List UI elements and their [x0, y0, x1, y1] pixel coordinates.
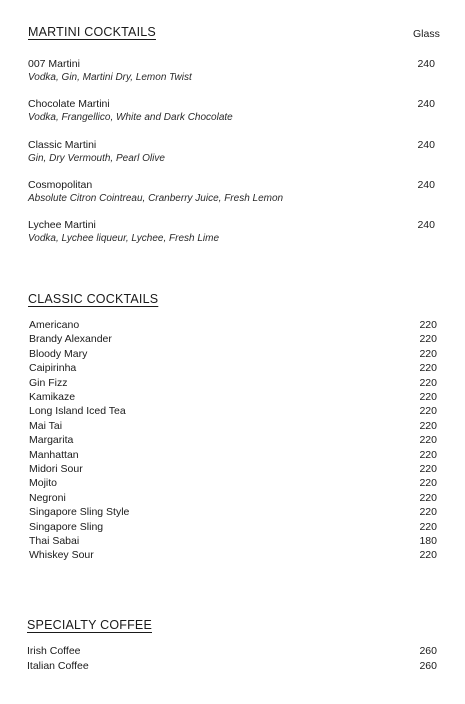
classic-item-price: 220 — [419, 448, 437, 461]
classic-item-name: Singapore Sling Style — [29, 506, 130, 519]
classic-item-name: Negroni — [29, 491, 66, 504]
classic-item-price: 220 — [419, 362, 437, 375]
classic-item-name: Gin Fizz — [29, 376, 68, 389]
classic-item-price: 220 — [419, 491, 437, 504]
classic-item-price: 220 — [419, 319, 437, 331]
coffee-item-name: Irish Coffee — [27, 645, 81, 657]
classic-item-name: Bloody Mary — [29, 347, 88, 360]
classic-item-name: Caipirinha — [29, 362, 77, 375]
classic-item-price: 220 — [419, 391, 437, 403]
classic-item-name: Singapore Sling — [29, 520, 104, 533]
martini-item-name: 007 Martini — [28, 58, 80, 70]
coffee-item-price: 260 — [419, 659, 437, 672]
classic-item-name: Margarita — [29, 434, 74, 447]
classic-item-name: Mojito — [29, 477, 58, 490]
coffee-item-name: Italian Coffee — [27, 659, 89, 672]
martini-item-name: Cosmopolitan — [28, 179, 93, 191]
classic-item-price: 220 — [419, 376, 437, 389]
martini-item-desc: Absolute Citron Cointreau, Cranberry Juice, Fresh Lemon — [28, 193, 284, 204]
classic-item-price: 220 — [419, 506, 437, 519]
classic-item-name: Brandy Alexander — [29, 333, 112, 346]
classic-item-name: Kamikaze — [29, 391, 76, 403]
martini-item-name: Lychee Martini — [28, 219, 96, 231]
glass-column-header: Glass — [413, 28, 440, 40]
martini-item-price: 240 — [417, 58, 435, 70]
martini-item-desc: Gin, Dry Vermouth, Pearl Olive — [28, 153, 165, 164]
martini-item-price: 240 — [417, 219, 435, 231]
martini-item-name: Classic Martini — [28, 139, 97, 151]
classic-item-price: 220 — [419, 333, 437, 346]
martini-section-title: MARTINI COCKTAILS — [28, 25, 156, 39]
martini-item-name: Chocolate Martini — [28, 98, 110, 110]
classic-section-title: CLASSIC COCKTAILS — [28, 292, 159, 306]
classic-item-price: 220 — [419, 549, 437, 562]
classic-item-price: 220 — [419, 434, 437, 447]
coffee-section-title: SPECIALTY COFFEE — [27, 618, 152, 632]
martini-item-desc: Vodka, Frangellico, White and Dark Chocolate — [28, 112, 233, 123]
classic-item-name: Mai Tai — [29, 419, 63, 432]
martini-item-price: 240 — [417, 98, 435, 110]
martini-item-desc: Vodka, Gin, Martini Dry, Lemon Twist — [28, 72, 192, 83]
classic-item-name: Long Island Iced Tea — [29, 405, 126, 418]
classic-item-name: Whiskey Sour — [29, 549, 94, 562]
classic-item-price: 220 — [419, 520, 437, 533]
martini-item-price: 240 — [417, 179, 435, 191]
classic-item-price: 220 — [419, 347, 437, 360]
classic-item-price: 220 — [419, 405, 437, 418]
classic-item-price: 220 — [419, 463, 437, 475]
classic-item-name: Americano — [29, 319, 80, 331]
classic-item-name: Manhattan — [29, 448, 79, 461]
martini-item-price: 240 — [417, 139, 435, 151]
classic-item-price: 220 — [419, 419, 437, 432]
classic-item-name: Midori Sour — [29, 463, 83, 475]
martini-item-desc: Vodka, Lychee liqueur, Lychee, Fresh Lime — [28, 233, 220, 244]
classic-item-name: Thai Sabai — [29, 535, 80, 547]
classic-item-price: 180 — [419, 535, 437, 547]
classic-item-price: 220 — [419, 477, 437, 490]
coffee-item-price: 260 — [419, 645, 437, 657]
